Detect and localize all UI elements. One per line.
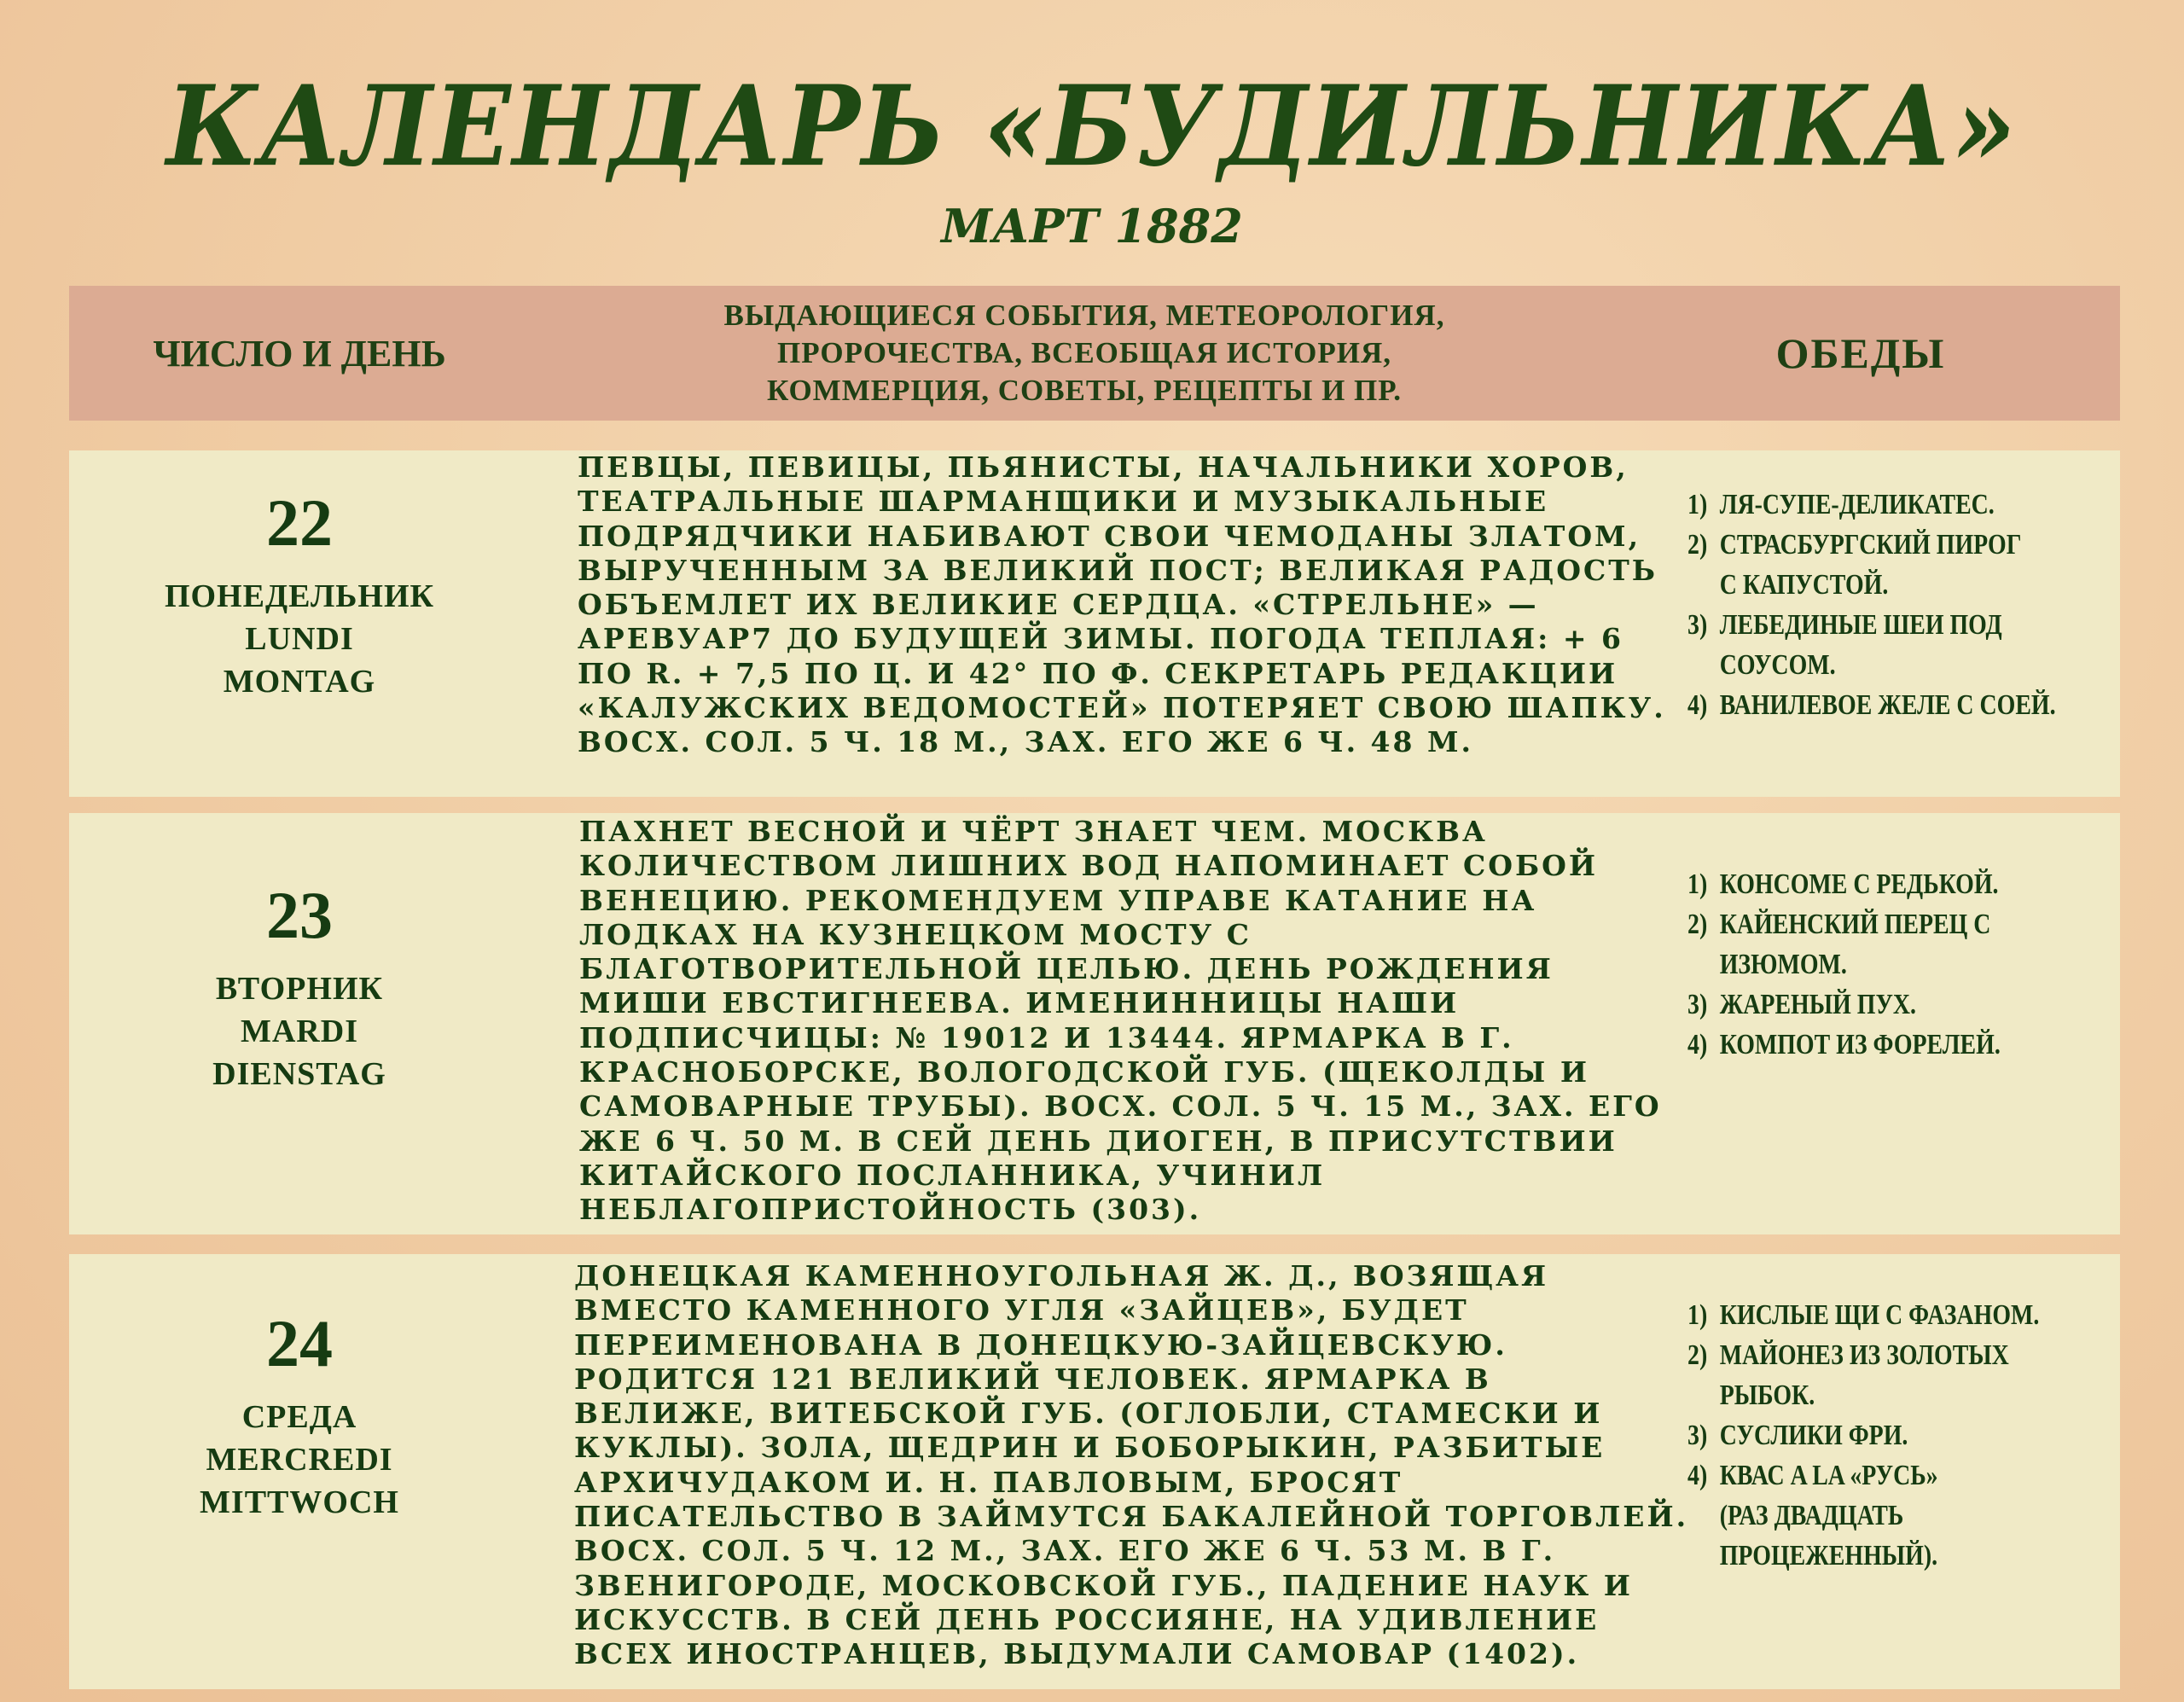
events-line: ВСЕХ ИНОСТРАНЦЕВ, ВЫДУМАЛИ САМОВАР (1402). xyxy=(574,1637,1580,1671)
day-name-ru: СРЕДА xyxy=(241,1399,357,1435)
day-cell xyxy=(69,1297,530,1524)
dinner-item-number: 4) xyxy=(1687,1460,1708,1491)
header-dinners-column: ОБЕДЫ xyxy=(1775,329,1946,377)
dinner-item-text: СУСЛИКИ ФРИ. xyxy=(1719,1420,1908,1451)
events-line: ВОСХ. СОЛ. 5 Ч. 12 М., ЗАХ. ЕГО ЖЕ 6 Ч. 53 М. В Г. xyxy=(574,1534,1556,1568)
page-subtitle: МАРТ 1882 xyxy=(941,199,1243,253)
events-line: ПО R. + 7,5 ПО Ц. И 42° ПО Ф. СЕКРЕТАРЬ РЕДАКЦИИ xyxy=(578,656,1618,690)
dinner-item-text: ПРОЦЕЖЕННЫЙ). xyxy=(1719,1540,1938,1571)
events-line: НЕБЛАГОПРИСТОЙНОСТЬ (303). xyxy=(579,1193,1202,1227)
dinner-item xyxy=(1687,1335,2039,1415)
dinner-item-text: МАЙОНЕЗ ИЗ ЗОЛОТЫХ xyxy=(1719,1339,2009,1371)
dinners-cell xyxy=(1687,864,2001,1065)
table-row xyxy=(69,1254,2120,1689)
events-line: КИТАЙСКОГО ПОСЛАННИКА, УЧИНИЛ xyxy=(579,1158,1326,1192)
events-line: ВЕЛИЖЕ, ВИТЕБСКОЙ ГУБ. (ОГЛОБЛИ, СТАМЕСКИ И xyxy=(574,1397,1603,1431)
table-row xyxy=(69,450,2120,797)
dinner-item xyxy=(1687,485,2056,525)
dinner-item xyxy=(1687,525,2056,605)
dinner-item-number: 2) xyxy=(1687,909,1708,940)
dinner-item-number: 1) xyxy=(1687,868,1708,900)
events-cell xyxy=(579,815,1662,1228)
day-name-de: MONTAG xyxy=(223,664,376,700)
table-row xyxy=(69,813,2120,1234)
day-name-de: DIENSTAG xyxy=(212,1056,386,1092)
events-line: АРЕВУАР7 ДО БУДУЩЕЙ ЗИМЫ. ПОГОДА ТЕПЛАЯ: + 6 xyxy=(578,622,1623,656)
events-line: ДОНЕЦКАЯ КАМЕННОУГОЛЬНАЯ Ж. Д., ВОЗЯЩАЯ xyxy=(574,1259,1549,1292)
events-line: ВМЕСТО КАМЕННОГО УГЛЯ «ЗАЙЦЕВ», БУДЕТ xyxy=(574,1293,1469,1327)
dinner-item xyxy=(1687,1415,2039,1455)
dinner-item-number: 1) xyxy=(1687,489,1708,520)
events-cell xyxy=(578,450,1666,760)
dinner-item-number: 4) xyxy=(1687,1029,1708,1060)
dinner-item-number: 2) xyxy=(1687,1339,1708,1371)
dinner-item-text: ЛЯ-СУПЕ-ДЕЛИКАТЕС. xyxy=(1719,489,1995,520)
events-line: САМОВАРНЫЕ ТРУБЫ). ВОСХ. СОЛ. 5 Ч. 15 М., ЗАХ. ЕГО xyxy=(579,1089,1662,1124)
dinner-item xyxy=(1687,1455,2039,1576)
dinner-item-number: 2) xyxy=(1687,529,1708,561)
dinner-item-number: 3) xyxy=(1687,989,1708,1020)
events-line: ТЕАТРАЛЬНЫЕ ШАРМАНЩИКИ И МУЗЫКАЛЬНЫЕ xyxy=(578,485,1549,519)
day-name-ru: ПОНЕДЕЛЬНИК xyxy=(164,578,435,614)
dinner-item-text: СОУСОМ. xyxy=(1719,649,1836,681)
events-line: ВЫРУЧЕННЫМ ЗА ВЕЛИКИЙ ПОСТ; ВЕЛИКАЯ РАДОСТЬ xyxy=(578,553,1658,587)
dinners-cell xyxy=(1687,485,2056,725)
dinner-item xyxy=(1687,904,2001,985)
day-name-fr: MARDI xyxy=(241,1014,358,1049)
dinner-item xyxy=(1687,985,2001,1025)
events-line: АРХИЧУДАКОМ И. Н. ПАВЛОВЫМ, БРОСЯТ xyxy=(574,1465,1403,1499)
events-line: ЛОДКАХ НА КУЗНЕЦКОМ МОСТУ С xyxy=(579,917,1252,951)
day-cell xyxy=(69,868,530,1095)
events-line: МИШИ ЕВСТИГНЕЕВА. ИМЕНИННИЦЫ НАШИ xyxy=(579,986,1460,1020)
events-line: ВОСХ. СОЛ. 5 Ч. 18 М., ЗАХ. ЕГО ЖЕ 6 Ч. 48 М. xyxy=(578,725,1473,759)
dinner-item-number: 3) xyxy=(1687,1420,1708,1451)
events-line: ПОДРЯДЧИКИ НАБИВАЮТ СВОИ ЧЕМОДАНЫ ЗЛАТОМ, xyxy=(578,519,1641,553)
events-line: РОДИТСЯ 121 ВЕЛИКИЙ ЧЕЛОВЕК. ЯРМАРКА В xyxy=(574,1362,1491,1396)
events-line: ПАХНЕТ ВЕСНОЙ И ЧЁРТ ЗНАЕТ ЧЕМ. МОСКВА xyxy=(579,815,1488,848)
dinner-item-text: (РАЗ ДВАДЦАТЬ xyxy=(1719,1500,1904,1531)
dinner-item-text: КАЙЕНСКИЙ ПЕРЕЦ С xyxy=(1719,909,1991,940)
page-title: КАЛЕНДАРЬ «БУДИЛЬНИКА» xyxy=(166,61,2018,191)
header-events-line: КОММЕРЦИЯ, СОВЕТЫ, РЕЦЕПТЫ И ПР. xyxy=(766,374,1403,407)
events-line: ОБЪЕМЛЕТ ИХ ВЕЛИКИЕ СЕРДЦА. «СТРЕЛЬНЕ» — xyxy=(578,588,1539,622)
events-line: ЗВЕНИГОРОДЕ, МОСКОВСКОЙ ГУБ., ПАДЕНИЕ НАУК И xyxy=(574,1568,1633,1602)
day-number: 24 xyxy=(266,1306,333,1380)
dinner-item-number: 3) xyxy=(1687,609,1708,641)
events-cell xyxy=(574,1259,1688,1672)
day-number: 23 xyxy=(266,878,333,952)
header-events-line: ПРОРОЧЕСТВА, ВСЕОБЩАЯ ИСТОРИЯ, xyxy=(776,336,1392,369)
dinners-cell xyxy=(1687,1295,2039,1576)
events-line: «КАЛУЖСКИХ ВЕДОМОСТЕЙ» ПОТЕРЯЕТ СВОЮ ШАПКУ. xyxy=(578,691,1666,725)
dinner-item-text: СТРАСБУРГСКИЙ ПИРОГ xyxy=(1719,529,2022,561)
header-events-column xyxy=(581,286,1588,421)
events-line: ВЕНЕЦИЮ. РЕКОМЕНДУЕМ УПРАВЕ КАТАНИЕ НА xyxy=(579,883,1537,917)
events-line: БЛАГОТВОРИТЕЛЬНОЙ ЦЕЛЬЮ. ДЕНЬ РОЖДЕНИЯ xyxy=(579,952,1554,986)
dinner-item-text: КОМПОТ ИЗ ФОРЕЛЕЙ. xyxy=(1719,1029,2001,1060)
dinner-item-text: ВАНИЛЕВОЕ ЖЕЛЕ С СОЕЙ. xyxy=(1719,689,2056,721)
events-line: ИСКУССТВ. В СЕЙ ДЕНЬ РОССИЯНЕ, НА УДИВЛЕНИЕ xyxy=(574,1602,1600,1636)
dinner-item xyxy=(1687,1295,2039,1335)
header-events-line: ВЫДАЮЩИЕСЯ СОБЫТИЯ, МЕТЕОРОЛОГИЯ, xyxy=(723,299,1445,332)
dinner-item xyxy=(1687,864,2001,904)
events-line: ПЕРЕИМЕНОВАНА В ДОНЕЦКУЮ-ЗАЙЦЕВСКУЮ. xyxy=(574,1327,1507,1362)
dinner-item-text: С КАПУСТОЙ. xyxy=(1719,569,1889,601)
dinner-item xyxy=(1687,605,2056,685)
day-cell xyxy=(69,476,530,703)
header-day-column: ЧИСЛО И ДЕНЬ xyxy=(153,332,446,375)
events-line: ПОДПИСЧИЦЫ: № 19012 И 13444. ЯРМАРКА В Г. xyxy=(579,1020,1514,1054)
day-number: 22 xyxy=(266,485,333,560)
day-name-fr: MERCREDI xyxy=(206,1442,393,1478)
dinner-item-text: ЖАРЕНЫЙ ПУХ. xyxy=(1719,989,1917,1020)
dinner-item-text: ЛЕБЕДИНЫЕ ШЕИ ПОД xyxy=(1719,609,2002,641)
day-name-ru: ВТОРНИК xyxy=(215,971,384,1007)
day-name-de: MITTWOCH xyxy=(200,1484,399,1520)
dinner-item-text: ИЗЮМОМ. xyxy=(1719,949,1847,980)
dinner-item-number: 4) xyxy=(1687,689,1708,721)
dinner-item-text: КОНСОМЕ С РЕДЬКОЙ. xyxy=(1719,868,1999,900)
day-name-fr: LUNDI xyxy=(245,621,354,657)
dinner-item-text: РЫБОК. xyxy=(1719,1380,1815,1411)
table-header xyxy=(69,286,2120,421)
events-line: ПИСАТЕЛЬСТВО В ЗАЙМУТСЯ БАКАЛЕЙНОЙ ТОРГОВЛЕЙ. xyxy=(574,1500,1689,1534)
dinner-item xyxy=(1687,1025,2001,1065)
events-line: ПЕВЦЫ, ПЕВИЦЫ, ПЬЯНИСТЫ, НАЧАЛЬНИКИ ХОРОВ, xyxy=(578,450,1629,484)
dinner-item-text: КВАС A LA «РУСЬ» xyxy=(1719,1460,1938,1491)
dinner-item-text: КИСЛЫЕ ЩИ С ФАЗАНОМ. xyxy=(1719,1299,2040,1331)
events-line: КРАСНОБОРСКЕ, ВОЛОГОДСКОЙ ГУБ. (ЩЕКОЛДЫ И xyxy=(579,1055,1589,1089)
events-line: КУКЛЫ). ЗОЛА, ЩЕДРИН И БОБОРЫКИН, РАЗБИТЫЕ xyxy=(574,1431,1606,1465)
events-line: ЖЕ 6 Ч. 50 М. В СЕЙ ДЕНЬ ДИОГЕН, В ПРИСУТСТВИИ xyxy=(579,1124,1618,1158)
dinner-item-number: 1) xyxy=(1687,1299,1708,1331)
dinner-item xyxy=(1687,685,2056,725)
events-line: КОЛИЧЕСТВОМ ЛИШНИХ ВОД НАПОМИНАЕТ СОБОЙ xyxy=(579,849,1599,883)
